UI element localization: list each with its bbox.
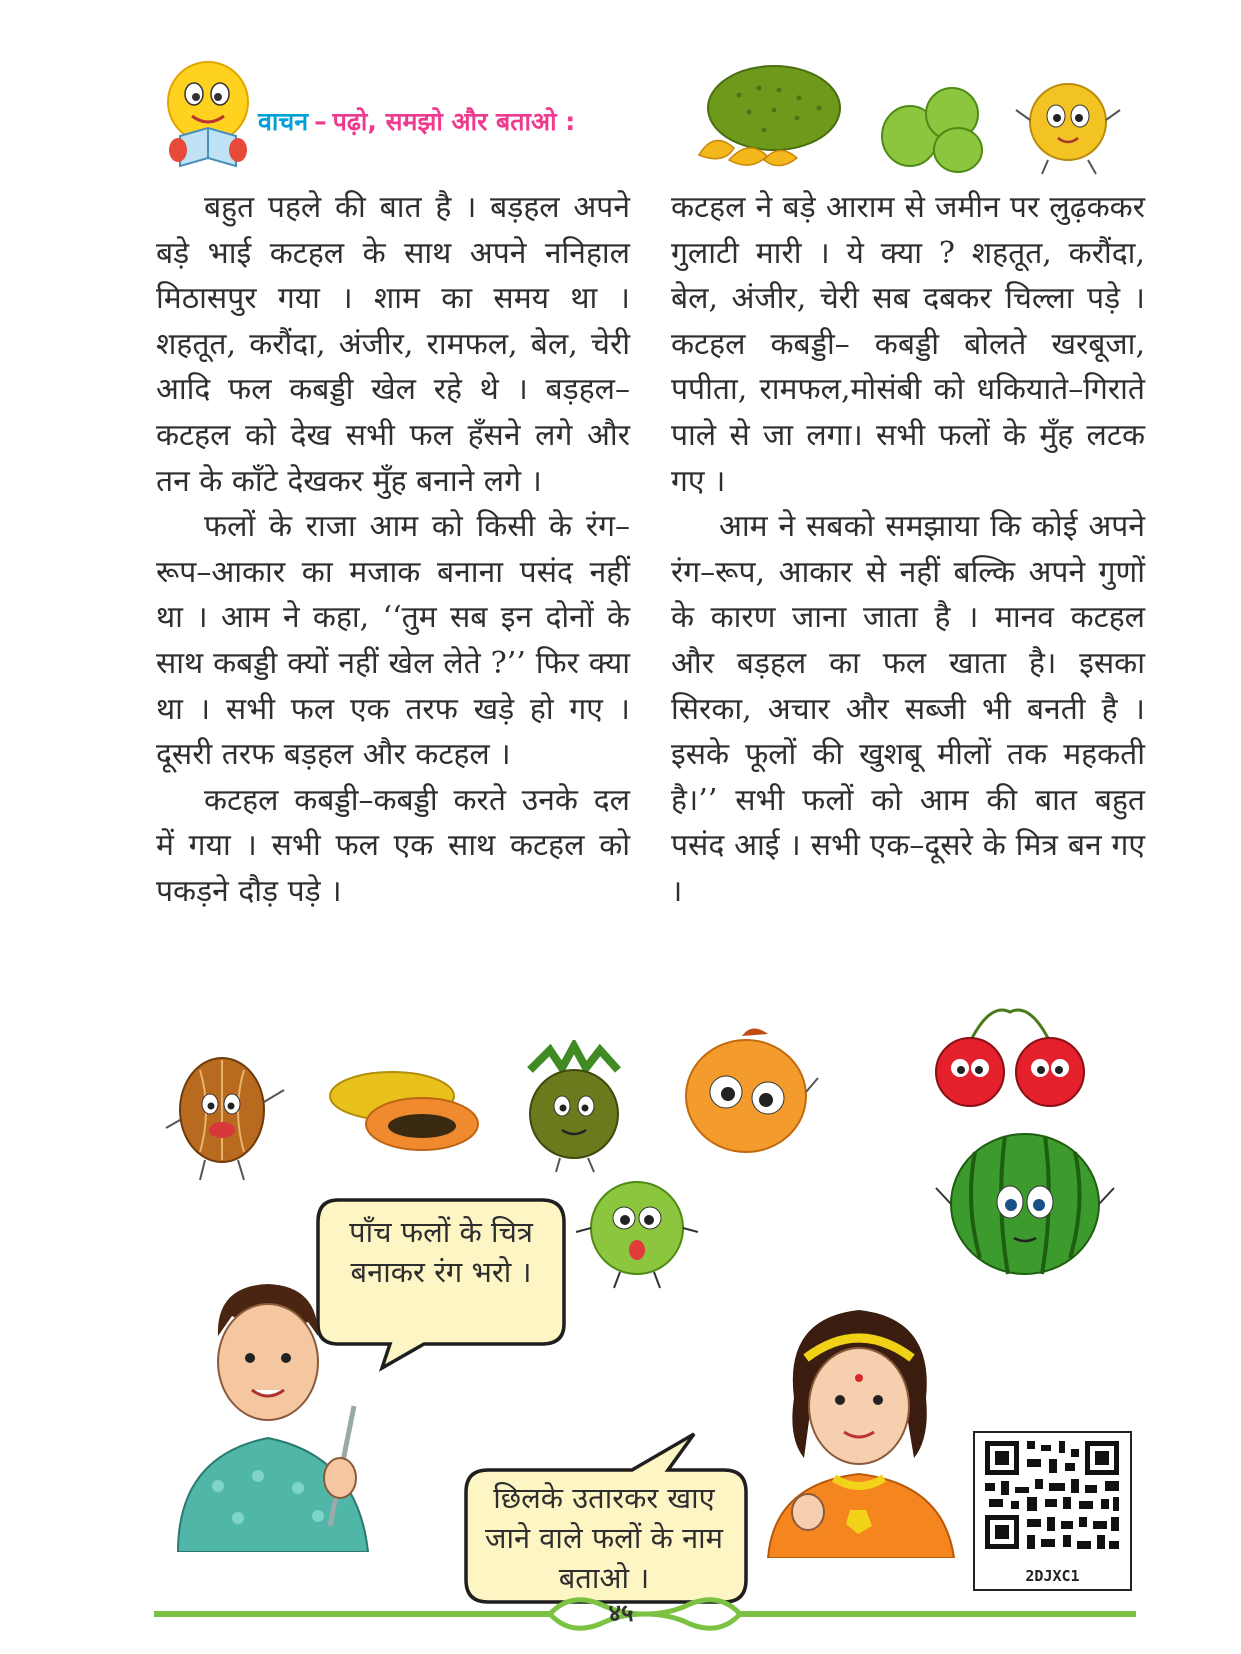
story-paragraph: फलों के राजा आम को किसी के रंग–रूप–आकार का मजाक बनाना पसंद नहीं था । आम ने कहा, ‘‘तुम सब इन दोनों के साथ कबड्डी क्यों नहीं खेल लेते ?’’ फिर क्या था । सभी फल एक तरफ खड़े हो गए । दूसरी तरफ बड़हल और कटहल । [156,509,630,773]
story-column-left [156,185,630,915]
girl-illustration [754,1288,964,1558]
qr-pattern [975,1433,1130,1563]
qr-code-label: 2DJXC1 [1025,1567,1080,1585]
boy-illustration [158,1266,388,1552]
reading-smiley-icon [158,58,258,170]
story-column-right [671,185,1145,915]
story-paragraph: बहुत पहले की बात है । बड़हल अपने बड़े भाई कटहल के साथ अपने ननिहाल मिठासपुर गया । शाम का समय था । शहतूत, करौंदा, अंजीर, रामफल, बेल, चेरी आदि फल कबड्डी खेल रहे थे । बड़हल–कटहल को देख सभी फल हँसने लगे और तन के काँटे देखकर मुँह बनाने लगे । [156,190,630,499]
jackfruit-illustration [679,60,849,175]
section-heading [258,104,575,138]
cherries-character [910,1002,1110,1122]
story-paragraph: कटहल कबड्डी–कबड्डी करते उनके दल में गया । सभी फल एक साथ कटहल को पकड़ने दौड़ पड़े । [156,782,630,909]
wood-apple-character [510,1040,640,1180]
watermelon-character [930,1112,1120,1292]
heading-dash: – [314,107,327,136]
sweet-lime-character [570,1172,705,1292]
mango-character [672,1022,822,1172]
qr-code[interactable] [973,1431,1132,1591]
papaya-illustration [322,1058,482,1158]
heading-subtitle: पढ़ो, समझो और बताओ : [332,107,576,136]
story-paragraph: आम ने सबको समझाया कि कोई अपने रंग–रूप, आकार से नहीं बल्कि अपने गुणों के कारण जाना जाता है । मानव कटहल और बड़हल का फल खाता है। इसका सिरका, अचार और सब्जी भी बनती है । इसके फूलों की खुशबू मीलों तक महकती है।’’ सभी फलों को आम की बात बहुत पसंद आई । सभी एक–दूसरे के मित्र बन गए । [671,509,1145,909]
page-number: ४५ [608,1598,634,1627]
fruit-character-top-right [1008,70,1128,180]
girl-speech-text: छिलके उतारकर खाए जाने वाले फलों के नाम बताओ । [484,1481,724,1595]
boy-speech-text: पाँच फलों के चित्र बनाकर रंग भरो । [349,1215,533,1289]
gooseberry-illustration [880,84,990,176]
heading-label: वाचन [258,107,309,136]
story-paragraph: कटहल ने बड़े आराम से जमीन पर लुढ़ककर गुलाटी मारी । ये क्या ? शहतूत, करौंदा, बेल, अंजीर, चेरी सब दबकर चिल्ला पड़े । कटहल कबड्डी– कबड्डी बोलते खरबूजा, पपीता, रामफल,मोसंबी को धकियाते–गिराते पाले से जा लगा। सभी फलों के मुँह लटक गए । [671,190,1145,499]
muskmelon-character [160,1040,295,1190]
